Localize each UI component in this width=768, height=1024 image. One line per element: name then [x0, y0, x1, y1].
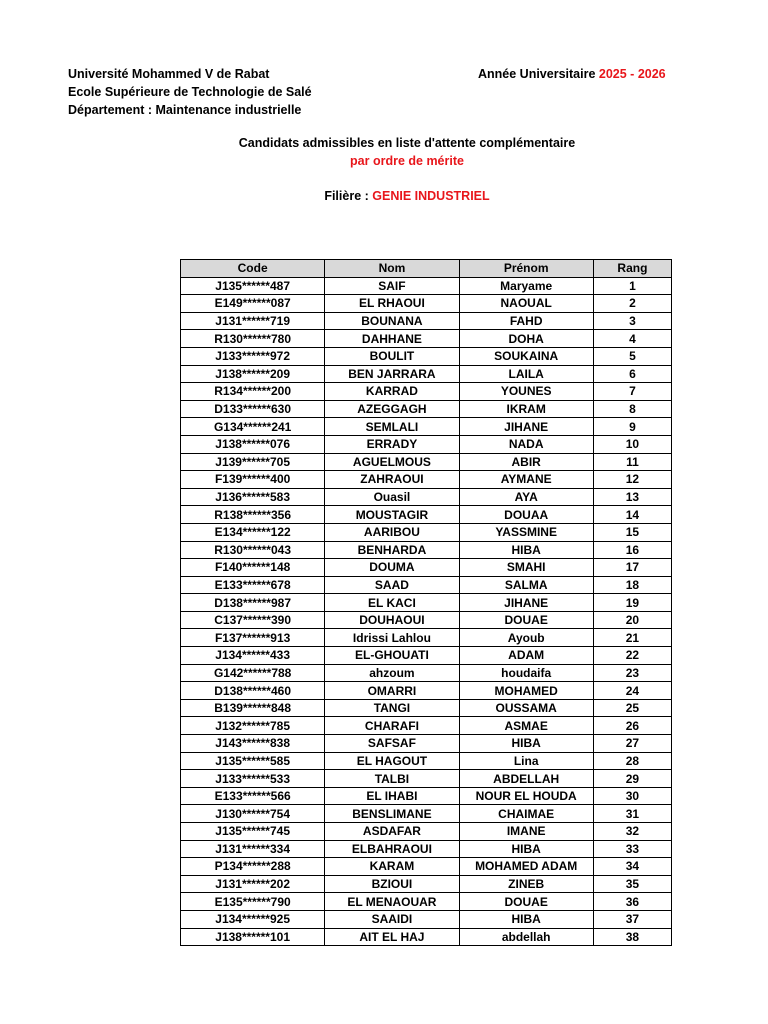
cell-rang: 10 [593, 435, 671, 453]
filiere-line [0, 189, 768, 203]
cell-nom: BOULIT [325, 347, 459, 365]
cell-nom: SAFSAF [325, 735, 459, 753]
column-header-rang: Rang [593, 260, 671, 278]
cell-nom: SAAD [325, 576, 459, 594]
cell-prenom: DOHA [459, 330, 593, 348]
university-name: Université Mohammed V de Rabat [68, 67, 270, 81]
cell-code: D138******460 [181, 682, 325, 700]
cell-rang: 8 [593, 400, 671, 418]
cell-rang: 27 [593, 735, 671, 753]
cell-nom: BEN JARRARA [325, 365, 459, 383]
table-row [181, 559, 672, 577]
cell-rang: 3 [593, 312, 671, 330]
cell-prenom: SMAHI [459, 559, 593, 577]
cell-prenom: YASSMINE [459, 523, 593, 541]
cell-prenom: JIHANE [459, 594, 593, 612]
table-row [181, 347, 672, 365]
cell-nom: MOUSTAGIR [325, 506, 459, 524]
table-row [181, 594, 672, 612]
cell-rang: 18 [593, 576, 671, 594]
cell-nom: BOUNANA [325, 312, 459, 330]
cell-prenom: Ayoub [459, 629, 593, 647]
table-row [181, 541, 672, 559]
cell-prenom: YOUNES [459, 383, 593, 401]
cell-rang: 22 [593, 647, 671, 665]
cell-code: J138******101 [181, 928, 325, 946]
cell-code: B139******848 [181, 699, 325, 717]
cell-prenom: HIBA [459, 735, 593, 753]
cell-code: J133******972 [181, 347, 325, 365]
table-row [181, 523, 672, 541]
table-row [181, 840, 672, 858]
cell-code: R130******780 [181, 330, 325, 348]
cell-rang: 9 [593, 418, 671, 436]
cell-nom: TALBI [325, 770, 459, 788]
table-row [181, 330, 672, 348]
cell-code: J134******925 [181, 910, 325, 928]
cell-rang: 36 [593, 893, 671, 911]
cell-code: R138******356 [181, 506, 325, 524]
cell-prenom: MOHAMED [459, 682, 593, 700]
cell-prenom: NADA [459, 435, 593, 453]
cell-prenom: DOUAE [459, 611, 593, 629]
cell-rang: 4 [593, 330, 671, 348]
cell-rang: 11 [593, 453, 671, 471]
table-row [181, 752, 672, 770]
cell-prenom: NOUR EL HOUDA [459, 787, 593, 805]
cell-prenom: DOUAE [459, 893, 593, 911]
cell-rang: 2 [593, 295, 671, 313]
cell-prenom: IKRAM [459, 400, 593, 418]
cell-prenom: houdaifa [459, 664, 593, 682]
cell-rang: 37 [593, 910, 671, 928]
cell-nom: KARAM [325, 858, 459, 876]
table-row [181, 435, 672, 453]
institution-header [68, 65, 312, 119]
table-row [181, 471, 672, 489]
cell-nom: EL MENAOUAR [325, 893, 459, 911]
cell-rang: 24 [593, 682, 671, 700]
cell-nom: DAHHANE [325, 330, 459, 348]
table-row [181, 453, 672, 471]
cell-rang: 23 [593, 664, 671, 682]
table-row [181, 858, 672, 876]
cell-code: J139******705 [181, 453, 325, 471]
table-row [181, 805, 672, 823]
table-row [181, 312, 672, 330]
table-row [181, 717, 672, 735]
cell-code: E134******122 [181, 523, 325, 541]
cell-rang: 29 [593, 770, 671, 788]
cell-code: C137******390 [181, 611, 325, 629]
cell-prenom: SOUKAINA [459, 347, 593, 365]
cell-rang: 34 [593, 858, 671, 876]
cell-code: J135******585 [181, 752, 325, 770]
cell-code: E135******790 [181, 893, 325, 911]
cell-rang: 6 [593, 365, 671, 383]
cell-nom: AZEGGAGH [325, 400, 459, 418]
cell-code: J136******583 [181, 488, 325, 506]
cell-code: F140******148 [181, 559, 325, 577]
cell-nom: AIT EL HAJ [325, 928, 459, 946]
cell-rang: 12 [593, 471, 671, 489]
cell-code: D138******987 [181, 594, 325, 612]
table-header-row [181, 260, 672, 278]
cell-code: J133******533 [181, 770, 325, 788]
cell-nom: DOUMA [325, 559, 459, 577]
column-header-prenom: Prénom [459, 260, 593, 278]
cell-prenom: LAILA [459, 365, 593, 383]
cell-nom: AARIBOU [325, 523, 459, 541]
cell-prenom: DOUAA [459, 506, 593, 524]
cell-rang: 13 [593, 488, 671, 506]
cell-code: J132******785 [181, 717, 325, 735]
table-row [181, 823, 672, 841]
cell-prenom: HIBA [459, 840, 593, 858]
cell-nom: SEMLALI [325, 418, 459, 436]
filiere-value: GENIE INDUSTRIEL [372, 189, 490, 203]
cell-prenom: AYMANE [459, 471, 593, 489]
academic-year [478, 65, 666, 83]
cell-code: J134******433 [181, 647, 325, 665]
table-row [181, 418, 672, 436]
table-row [181, 506, 672, 524]
column-header-nom: Nom [325, 260, 459, 278]
table-row [181, 770, 672, 788]
table-row [181, 629, 672, 647]
table-row [181, 910, 672, 928]
table-row [181, 664, 672, 682]
cell-prenom: AYA [459, 488, 593, 506]
cell-rang: 32 [593, 823, 671, 841]
cell-nom: OMARRI [325, 682, 459, 700]
cell-rang: 30 [593, 787, 671, 805]
cell-rang: 31 [593, 805, 671, 823]
cell-code: J143******838 [181, 735, 325, 753]
cell-code: R130******043 [181, 541, 325, 559]
table-row [181, 699, 672, 717]
cell-code: E149******087 [181, 295, 325, 313]
cell-nom: ZAHRAOUI [325, 471, 459, 489]
cell-code: J130******754 [181, 805, 325, 823]
cell-code: G142******788 [181, 664, 325, 682]
cell-prenom: Maryame [459, 277, 593, 295]
cell-prenom: IMANE [459, 823, 593, 841]
table-row [181, 400, 672, 418]
cell-prenom: OUSSAMA [459, 699, 593, 717]
cell-nom: Idrissi Lahlou [325, 629, 459, 647]
document-subtitle: par ordre de mérite [350, 154, 464, 168]
cell-code: J135******487 [181, 277, 325, 295]
cell-nom: AGUELMOUS [325, 453, 459, 471]
cell-nom: BENHARDA [325, 541, 459, 559]
cell-rang: 1 [593, 277, 671, 295]
cell-rang: 20 [593, 611, 671, 629]
table-row [181, 488, 672, 506]
filiere-label: Filière : [324, 189, 369, 203]
cell-prenom: HIBA [459, 910, 593, 928]
table-row [181, 576, 672, 594]
table-row [181, 647, 672, 665]
cell-nom: KARRAD [325, 383, 459, 401]
table-row [181, 383, 672, 401]
cell-nom: Ouasil [325, 488, 459, 506]
cell-prenom: abdellah [459, 928, 593, 946]
cell-nom: ERRADY [325, 435, 459, 453]
cell-rang: 35 [593, 875, 671, 893]
cell-prenom: ABDELLAH [459, 770, 593, 788]
table-row [181, 787, 672, 805]
cell-nom: SAAIDI [325, 910, 459, 928]
cell-rang: 25 [593, 699, 671, 717]
cell-nom: BZIOUI [325, 875, 459, 893]
cell-rang: 19 [593, 594, 671, 612]
cell-prenom: CHAIMAE [459, 805, 593, 823]
cell-nom: ELBAHRAOUI [325, 840, 459, 858]
cell-nom: TANGI [325, 699, 459, 717]
cell-code: P134******288 [181, 858, 325, 876]
cell-nom: EL HAGOUT [325, 752, 459, 770]
table-row [181, 365, 672, 383]
document-title: Candidats admissibles en liste d'attente complémentaire [238, 136, 576, 150]
table-row [181, 295, 672, 313]
cell-code: F139******400 [181, 471, 325, 489]
cell-code: D133******630 [181, 400, 325, 418]
academic-year-value: 2025 - 2026 [598, 67, 666, 81]
cell-rang: 38 [593, 928, 671, 946]
academic-year-label: Année Universitaire [478, 67, 596, 81]
table-row [181, 928, 672, 946]
cell-code: J138******209 [181, 365, 325, 383]
cell-rang: 5 [593, 347, 671, 365]
cell-prenom: FAHD [459, 312, 593, 330]
table-body [181, 277, 672, 946]
cell-code: J131******202 [181, 875, 325, 893]
cell-prenom: ADAM [459, 647, 593, 665]
cell-prenom: HIBA [459, 541, 593, 559]
cell-prenom: ZINEB [459, 875, 593, 893]
table-row [181, 682, 672, 700]
cell-rang: 21 [593, 629, 671, 647]
department-name: Département : Maintenance industrielle [68, 103, 302, 117]
cell-code: E133******678 [181, 576, 325, 594]
table-row [181, 875, 672, 893]
table-row [181, 893, 672, 911]
cell-code: E133******566 [181, 787, 325, 805]
cell-nom: ahzoum [325, 664, 459, 682]
cell-nom: ASDAFAR [325, 823, 459, 841]
column-header-code: Code [181, 260, 325, 278]
cell-rang: 7 [593, 383, 671, 401]
cell-nom: SAIF [325, 277, 459, 295]
cell-code: J138******076 [181, 435, 325, 453]
cell-prenom: MOHAMED ADAM [459, 858, 593, 876]
cell-code: J135******745 [181, 823, 325, 841]
cell-code: R134******200 [181, 383, 325, 401]
cell-nom: EL-GHOUATI [325, 647, 459, 665]
table-row [181, 735, 672, 753]
cell-rang: 15 [593, 523, 671, 541]
cell-nom: CHARAFI [325, 717, 459, 735]
cell-nom: BENSLIMANE [325, 805, 459, 823]
candidates-table [180, 259, 672, 946]
cell-rang: 17 [593, 559, 671, 577]
cell-prenom: Lina [459, 752, 593, 770]
cell-nom: EL RHAOUI [325, 295, 459, 313]
cell-nom: EL KACI [325, 594, 459, 612]
cell-rang: 14 [593, 506, 671, 524]
cell-rang: 16 [593, 541, 671, 559]
cell-rang: 33 [593, 840, 671, 858]
school-name: Ecole Supérieure de Technologie de Salé [68, 85, 312, 99]
cell-rang: 26 [593, 717, 671, 735]
cell-prenom: JIHANE [459, 418, 593, 436]
cell-code: J131******334 [181, 840, 325, 858]
cell-prenom: SALMA [459, 576, 593, 594]
cell-rang: 28 [593, 752, 671, 770]
table-row [181, 611, 672, 629]
cell-prenom: ASMAE [459, 717, 593, 735]
cell-code: G134******241 [181, 418, 325, 436]
cell-nom: EL IHABI [325, 787, 459, 805]
cell-nom: DOUHAOUI [325, 611, 459, 629]
cell-prenom: NAOUAL [459, 295, 593, 313]
cell-code: F137******913 [181, 629, 325, 647]
table-row [181, 277, 672, 295]
cell-prenom: ABIR [459, 453, 593, 471]
cell-code: J131******719 [181, 312, 325, 330]
